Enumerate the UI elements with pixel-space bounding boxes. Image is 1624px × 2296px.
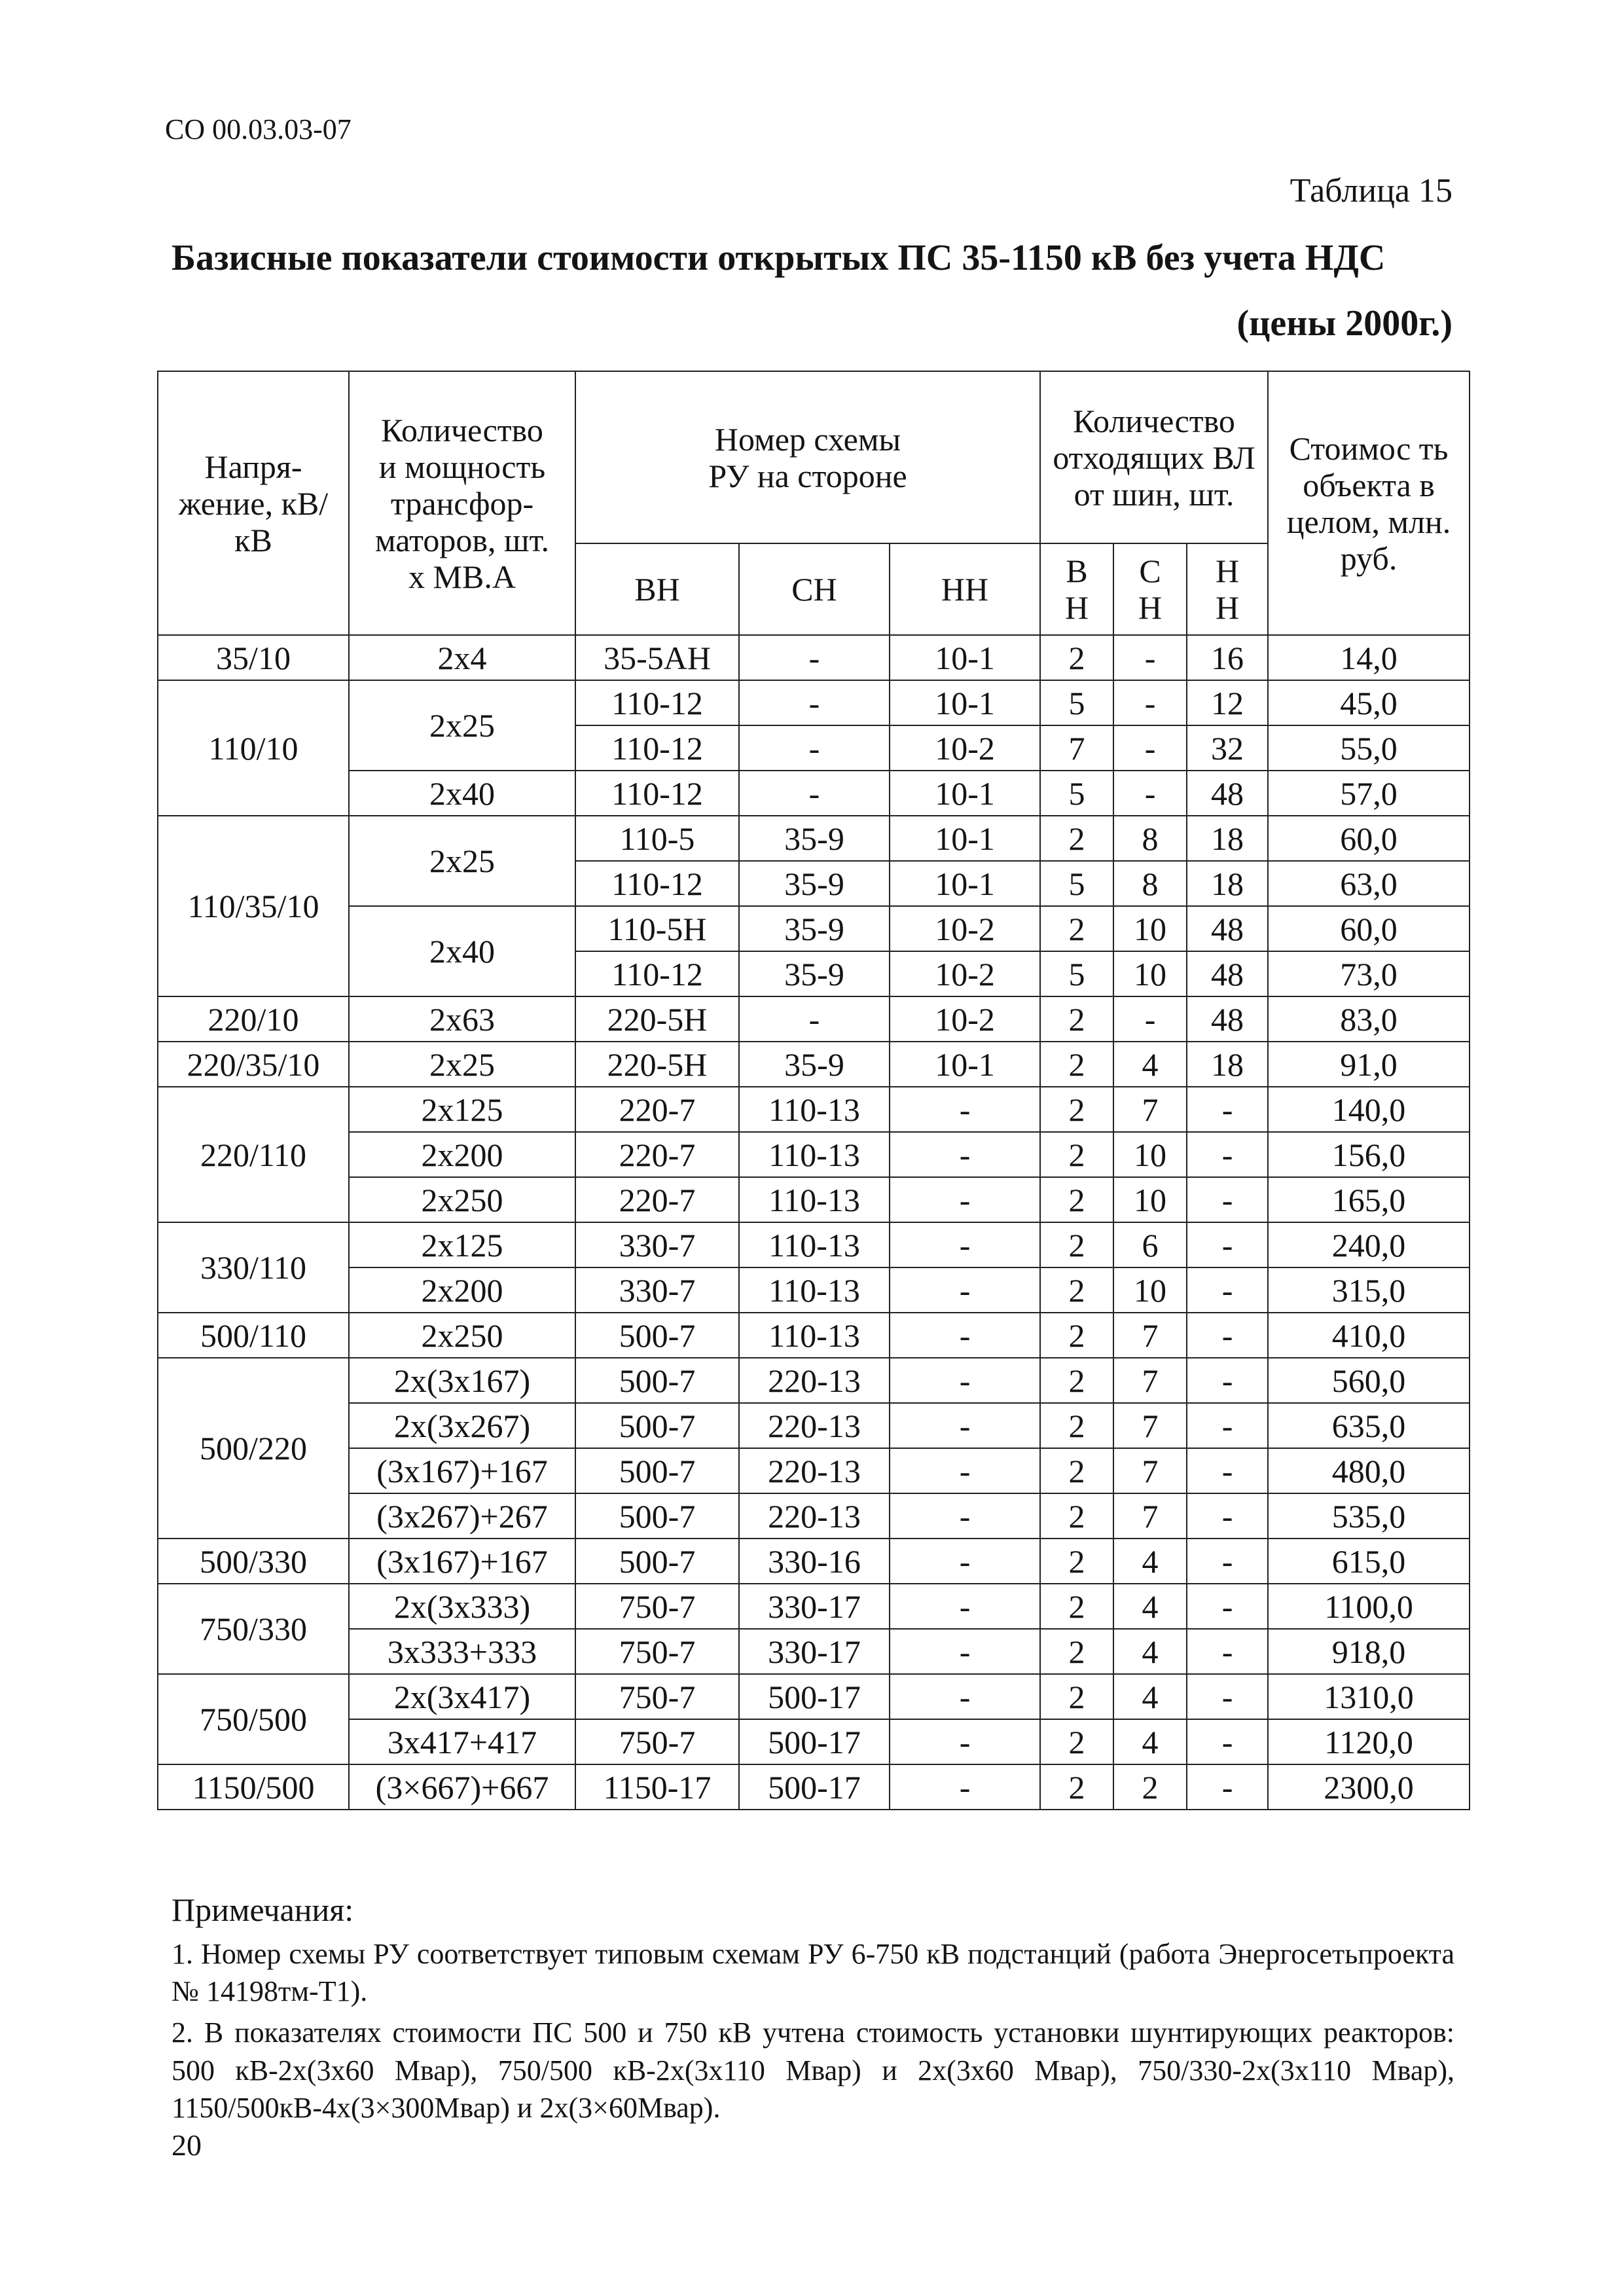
note-item: 1. Номер схемы РУ соответствует типовым схемам РУ 6-750 кВ подстанций (работа Энергосетьпроекта № 14198тм-Т1).: [171, 1938, 1454, 2008]
cost-cell: 83,0: [1268, 996, 1470, 1042]
lines-nn-cell: -: [1187, 1222, 1268, 1267]
lines-vn-cell: 2: [1040, 906, 1113, 951]
scheme-nn-cell: -: [890, 1177, 1040, 1222]
lines-sn-cell: 7: [1113, 1493, 1187, 1539]
lines-vn-cell: 2: [1040, 1674, 1113, 1719]
lines-sn-cell: 8: [1113, 861, 1187, 906]
lines-vn-cell: 2: [1040, 1267, 1113, 1313]
lines-vn-cell: 7: [1040, 725, 1113, 771]
cost-cell: 14,0: [1268, 635, 1470, 680]
scheme-sn-cell: 35-9: [739, 906, 890, 951]
scheme-sn-cell: 330-17: [739, 1629, 890, 1674]
cost-cell: 55,0: [1268, 725, 1470, 771]
table-row: [158, 1448, 1470, 1493]
lines-vn-cell: 2: [1040, 1358, 1113, 1403]
scheme-vn-cell: 500-7: [575, 1448, 739, 1493]
transformers-cell: 2х(3х333): [349, 1584, 575, 1629]
header-nn: НН: [890, 543, 1040, 635]
header-voltage: Напря-жение, кВ/кВ: [158, 371, 349, 635]
cost-cell: 535,0: [1268, 1493, 1470, 1539]
transformers-cell: (3х167)+167: [349, 1448, 575, 1493]
table-title: Базисные показатели стоимости открытых ПС 35-1150 кВ без учета НДС: [171, 238, 1386, 278]
lines-sn-cell: -: [1113, 725, 1187, 771]
cost-table: [157, 371, 1470, 1810]
cost-cell: 165,0: [1268, 1177, 1470, 1222]
lines-sn-cell: 4: [1113, 1539, 1187, 1584]
table-row: [158, 906, 1470, 951]
cost-cell: 140,0: [1268, 1087, 1470, 1132]
voltage-cell: 220/35/10: [158, 1042, 349, 1087]
table-row: [158, 1584, 1470, 1629]
scheme-nn-cell: 10-1: [890, 635, 1040, 680]
scheme-sn-cell: 35-9: [739, 816, 890, 861]
lines-sn-cell: -: [1113, 771, 1187, 816]
lines-nn-cell: -: [1187, 1584, 1268, 1629]
voltage-cell: 35/10: [158, 635, 349, 680]
lines-nn-cell: -: [1187, 1539, 1268, 1584]
scheme-vn-cell: 110-5: [575, 816, 739, 861]
transformers-cell: 2х200: [349, 1267, 575, 1313]
scheme-nn-cell: -: [890, 1267, 1040, 1313]
scheme-nn-cell: -: [890, 1132, 1040, 1177]
lines-nn-cell: 18: [1187, 816, 1268, 861]
table-row: [158, 1358, 1470, 1403]
transformers-cell: 2х200: [349, 1132, 575, 1177]
lines-vn-cell: 2: [1040, 1539, 1113, 1584]
lines-sn-cell: 2: [1113, 1764, 1187, 1810]
table-row: [158, 1042, 1470, 1087]
lines-vn-cell: 2: [1040, 1222, 1113, 1267]
scheme-nn-cell: 10-1: [890, 861, 1040, 906]
lines-sn-cell: -: [1113, 680, 1187, 725]
table-row: [158, 1719, 1470, 1764]
scheme-sn-cell: 220-13: [739, 1448, 890, 1493]
header-cost: Стоимос ть объекта в целом, млн. руб.: [1268, 371, 1470, 635]
scheme-nn-cell: 10-1: [890, 816, 1040, 861]
lines-nn-cell: 18: [1187, 861, 1268, 906]
cost-cell: 63,0: [1268, 861, 1470, 906]
transformers-cell: 3х333+333: [349, 1629, 575, 1674]
scheme-nn-cell: -: [890, 1358, 1040, 1403]
cost-cell: 635,0: [1268, 1403, 1470, 1448]
lines-sn-cell: -: [1113, 635, 1187, 680]
cost-cell: 60,0: [1268, 816, 1470, 861]
voltage-cell: 500/330: [158, 1539, 349, 1584]
scheme-nn-cell: 10-1: [890, 680, 1040, 725]
transformers-cell: 2х40: [349, 906, 575, 996]
cost-cell: 1100,0: [1268, 1584, 1470, 1629]
table-row: [158, 1087, 1470, 1132]
scheme-vn-cell: 500-7: [575, 1539, 739, 1584]
scheme-vn-cell: 110-12: [575, 771, 739, 816]
lines-sn-cell: 4: [1113, 1629, 1187, 1674]
scheme-vn-cell: 220-7: [575, 1087, 739, 1132]
lines-sn-cell: 7: [1113, 1313, 1187, 1358]
lines-nn-cell: -: [1187, 1087, 1268, 1132]
transformers-cell: 3х417+417: [349, 1719, 575, 1764]
document-code: СО 00.03.03-07: [165, 113, 352, 145]
scheme-sn-cell: 110-13: [739, 1267, 890, 1313]
lines-vn-cell: 2: [1040, 1764, 1113, 1810]
cost-cell: 2300,0: [1268, 1764, 1470, 1810]
scheme-vn-cell: 220-5Н: [575, 1042, 739, 1087]
scheme-sn-cell: 330-16: [739, 1539, 890, 1584]
cost-cell: 57,0: [1268, 771, 1470, 816]
scheme-sn-cell: -: [739, 680, 890, 725]
transformers-cell: 2х(3х167): [349, 1358, 575, 1403]
lines-nn-cell: 48: [1187, 951, 1268, 996]
table-number: Таблица 15: [1290, 172, 1453, 210]
scheme-sn-cell: 110-13: [739, 1177, 890, 1222]
table-row: [158, 1177, 1470, 1222]
prices-year: (цены 2000г.): [1236, 303, 1453, 344]
scheme-vn-cell: 500-7: [575, 1493, 739, 1539]
scheme-sn-cell: -: [739, 725, 890, 771]
header-scheme: Номер схемы РУ на стороне: [575, 371, 1040, 543]
voltage-cell: 110/10: [158, 680, 349, 816]
scheme-nn-cell: 10-2: [890, 951, 1040, 996]
scheme-sn-cell: 35-9: [739, 1042, 890, 1087]
table-row: [158, 1403, 1470, 1448]
lines-nn-cell: 48: [1187, 906, 1268, 951]
lines-vn-cell: 2: [1040, 635, 1113, 680]
cost-cell: 45,0: [1268, 680, 1470, 725]
header-sn: СН: [739, 543, 890, 635]
table-row: [158, 680, 1470, 725]
header-lines-sn: С Н: [1113, 543, 1187, 635]
lines-sn-cell: 4: [1113, 1674, 1187, 1719]
lines-nn-cell: -: [1187, 1403, 1268, 1448]
notes-section: [171, 1889, 1454, 2130]
cost-cell: 480,0: [1268, 1448, 1470, 1493]
lines-nn-cell: -: [1187, 1177, 1268, 1222]
scheme-sn-cell: 35-9: [739, 951, 890, 996]
lines-sn-cell: 6: [1113, 1222, 1187, 1267]
scheme-vn-cell: 110-12: [575, 725, 739, 771]
lines-sn-cell: 7: [1113, 1358, 1187, 1403]
lines-nn-cell: -: [1187, 1674, 1268, 1719]
table-row: [158, 1267, 1470, 1313]
header-transformers: Количество и мощность трансфор-маторов, шт. х МВ.А: [349, 371, 575, 635]
transformers-cell: 2х125: [349, 1087, 575, 1132]
header-lines-nn: Н Н: [1187, 543, 1268, 635]
lines-vn-cell: 2: [1040, 1087, 1113, 1132]
cost-cell: 410,0: [1268, 1313, 1470, 1358]
table-row: [158, 996, 1470, 1042]
scheme-nn-cell: 10-2: [890, 725, 1040, 771]
cost-cell: 1120,0: [1268, 1719, 1470, 1764]
scheme-nn-cell: 10-1: [890, 771, 1040, 816]
transformers-cell: 2х250: [349, 1177, 575, 1222]
scheme-nn-cell: 10-2: [890, 996, 1040, 1042]
lines-nn-cell: 32: [1187, 725, 1268, 771]
cost-cell: 156,0: [1268, 1132, 1470, 1177]
transformers-cell: (3х167)+167: [349, 1539, 575, 1584]
lines-nn-cell: -: [1187, 1629, 1268, 1674]
scheme-vn-cell: 750-7: [575, 1674, 739, 1719]
scheme-vn-cell: 110-12: [575, 951, 739, 996]
header-lines: Количество отходящих ВЛ от шин, шт.: [1040, 371, 1268, 543]
scheme-sn-cell: 110-13: [739, 1222, 890, 1267]
scheme-nn-cell: -: [890, 1403, 1040, 1448]
lines-vn-cell: 5: [1040, 680, 1113, 725]
transformers-cell: 2х40: [349, 771, 575, 816]
scheme-sn-cell: 220-13: [739, 1493, 890, 1539]
lines-vn-cell: 2: [1040, 1177, 1113, 1222]
lines-nn-cell: -: [1187, 1313, 1268, 1358]
scheme-vn-cell: 220-7: [575, 1177, 739, 1222]
lines-nn-cell: 18: [1187, 1042, 1268, 1087]
lines-sn-cell: 10: [1113, 1177, 1187, 1222]
scheme-vn-cell: 330-7: [575, 1267, 739, 1313]
scheme-sn-cell: -: [739, 635, 890, 680]
table-row: [158, 1674, 1470, 1719]
table-row: [158, 635, 1470, 680]
note-item: 2. В показателях стоимости ПС 500 и 750 кВ учтена стоимость установки шунтирующих реакторов: 500 кВ-2х(3х60 Мвар), 750/500 кВ-2х(3х110 Мвар) и 2х(3х60 Мвар), 750/330-2х(3х110 Мвар), 1150/500кВ-4х(3×300Мвар) и 2х(3×60Мвар).: [171, 2016, 1454, 2124]
scheme-sn-cell: 220-13: [739, 1403, 890, 1448]
scheme-vn-cell: 750-7: [575, 1629, 739, 1674]
table-row: [158, 1764, 1470, 1810]
scheme-sn-cell: 35-9: [739, 861, 890, 906]
lines-sn-cell: 10: [1113, 951, 1187, 996]
transformers-cell: (3х267)+267: [349, 1493, 575, 1539]
lines-vn-cell: 2: [1040, 1313, 1113, 1358]
scheme-nn-cell: -: [890, 1087, 1040, 1132]
lines-nn-cell: -: [1187, 1358, 1268, 1403]
scheme-sn-cell: 500-17: [739, 1764, 890, 1810]
header-lines-vn: В Н: [1040, 543, 1113, 635]
table-row: [158, 771, 1470, 816]
scheme-vn-cell: 1150-17: [575, 1764, 739, 1810]
lines-nn-cell: -: [1187, 1448, 1268, 1493]
scheme-vn-cell: 220-5Н: [575, 996, 739, 1042]
lines-vn-cell: 5: [1040, 861, 1113, 906]
cost-cell: 73,0: [1268, 951, 1470, 996]
voltage-cell: 1150/500: [158, 1764, 349, 1810]
transformers-cell: 2х25: [349, 1042, 575, 1087]
lines-sn-cell: 8: [1113, 816, 1187, 861]
scheme-vn-cell: 110-12: [575, 861, 739, 906]
transformers-cell: 2х(3х267): [349, 1403, 575, 1448]
table-row: [158, 1313, 1470, 1358]
cost-cell: 560,0: [1268, 1358, 1470, 1403]
transformers-cell: 2х(3х417): [349, 1674, 575, 1719]
lines-sn-cell: 10: [1113, 906, 1187, 951]
table-row: [158, 1132, 1470, 1177]
cost-cell: 60,0: [1268, 906, 1470, 951]
scheme-vn-cell: 330-7: [575, 1222, 739, 1267]
table-row: [158, 1539, 1470, 1584]
scheme-nn-cell: -: [890, 1539, 1040, 1584]
lines-vn-cell: 5: [1040, 771, 1113, 816]
table-row: [158, 1629, 1470, 1674]
scheme-sn-cell: 500-17: [739, 1674, 890, 1719]
cost-cell: 315,0: [1268, 1267, 1470, 1313]
lines-vn-cell: 5: [1040, 951, 1113, 996]
lines-nn-cell: 48: [1187, 771, 1268, 816]
cost-cell: 1310,0: [1268, 1674, 1470, 1719]
voltage-cell: 220/110: [158, 1087, 349, 1222]
cost-cell: 240,0: [1268, 1222, 1470, 1267]
voltage-cell: 220/10: [158, 996, 349, 1042]
scheme-nn-cell: -: [890, 1764, 1040, 1810]
lines-vn-cell: 2: [1040, 816, 1113, 861]
transformers-cell: 2х4: [349, 635, 575, 680]
lines-nn-cell: -: [1187, 1267, 1268, 1313]
scheme-vn-cell: 35-5АН: [575, 635, 739, 680]
lines-vn-cell: 2: [1040, 1042, 1113, 1087]
scheme-sn-cell: 110-13: [739, 1132, 890, 1177]
table-row: [158, 1493, 1470, 1539]
scheme-vn-cell: 500-7: [575, 1358, 739, 1403]
scheme-nn-cell: -: [890, 1719, 1040, 1764]
lines-vn-cell: 2: [1040, 996, 1113, 1042]
scheme-vn-cell: 220-7: [575, 1132, 739, 1177]
table-row: [158, 1222, 1470, 1267]
scheme-vn-cell: 500-7: [575, 1403, 739, 1448]
lines-sn-cell: 4: [1113, 1584, 1187, 1629]
lines-vn-cell: 2: [1040, 1448, 1113, 1493]
scheme-nn-cell: -: [890, 1584, 1040, 1629]
notes-heading: Примечания:: [171, 1891, 354, 1928]
transformers-cell: 2х25: [349, 680, 575, 771]
scheme-nn-cell: -: [890, 1313, 1040, 1358]
lines-sn-cell: 7: [1113, 1403, 1187, 1448]
transformers-cell: 2х250: [349, 1313, 575, 1358]
scheme-vn-cell: 750-7: [575, 1719, 739, 1764]
transformers-cell: 2х125: [349, 1222, 575, 1267]
voltage-cell: 110/35/10: [158, 816, 349, 996]
lines-nn-cell: 16: [1187, 635, 1268, 680]
lines-vn-cell: 2: [1040, 1403, 1113, 1448]
voltage-cell: 750/330: [158, 1584, 349, 1674]
lines-vn-cell: 2: [1040, 1132, 1113, 1177]
scheme-sn-cell: 330-17: [739, 1584, 890, 1629]
scheme-nn-cell: -: [890, 1493, 1040, 1539]
voltage-cell: 750/500: [158, 1674, 349, 1764]
cost-cell: 918,0: [1268, 1629, 1470, 1674]
transformers-cell: 2х63: [349, 996, 575, 1042]
transformers-cell: (3×667)+667: [349, 1764, 575, 1810]
header-vn: ВН: [575, 543, 739, 635]
lines-vn-cell: 2: [1040, 1719, 1113, 1764]
scheme-vn-cell: 500-7: [575, 1313, 739, 1358]
voltage-cell: 500/220: [158, 1358, 349, 1539]
page-number: 20: [171, 2128, 202, 2162]
lines-vn-cell: 2: [1040, 1629, 1113, 1674]
scheme-nn-cell: -: [890, 1629, 1040, 1674]
scheme-sn-cell: 110-13: [739, 1087, 890, 1132]
cost-cell: 91,0: [1268, 1042, 1470, 1087]
voltage-cell: 330/110: [158, 1222, 349, 1313]
lines-nn-cell: -: [1187, 1493, 1268, 1539]
lines-vn-cell: 2: [1040, 1584, 1113, 1629]
scheme-nn-cell: -: [890, 1674, 1040, 1719]
scheme-vn-cell: 110-5Н: [575, 906, 739, 951]
lines-nn-cell: 12: [1187, 680, 1268, 725]
scheme-sn-cell: -: [739, 996, 890, 1042]
lines-nn-cell: -: [1187, 1132, 1268, 1177]
cost-cell: 615,0: [1268, 1539, 1470, 1584]
lines-nn-cell: 48: [1187, 996, 1268, 1042]
lines-nn-cell: -: [1187, 1719, 1268, 1764]
lines-sn-cell: 10: [1113, 1267, 1187, 1313]
lines-sn-cell: 10: [1113, 1132, 1187, 1177]
scheme-nn-cell: -: [890, 1448, 1040, 1493]
scheme-nn-cell: -: [890, 1222, 1040, 1267]
lines-sn-cell: -: [1113, 996, 1187, 1042]
scheme-sn-cell: 110-13: [739, 1313, 890, 1358]
table-body: [158, 635, 1470, 1810]
lines-sn-cell: 7: [1113, 1087, 1187, 1132]
scheme-sn-cell: 500-17: [739, 1719, 890, 1764]
scheme-nn-cell: 10-1: [890, 1042, 1040, 1087]
lines-sn-cell: 4: [1113, 1042, 1187, 1087]
scheme-nn-cell: 10-2: [890, 906, 1040, 951]
scheme-vn-cell: 750-7: [575, 1584, 739, 1629]
scheme-vn-cell: 110-12: [575, 680, 739, 725]
lines-nn-cell: -: [1187, 1764, 1268, 1810]
lines-vn-cell: 2: [1040, 1493, 1113, 1539]
lines-sn-cell: 7: [1113, 1448, 1187, 1493]
lines-sn-cell: 4: [1113, 1719, 1187, 1764]
scheme-sn-cell: 220-13: [739, 1358, 890, 1403]
transformers-cell: 2х25: [349, 816, 575, 906]
voltage-cell: 500/110: [158, 1313, 349, 1358]
scheme-sn-cell: -: [739, 771, 890, 816]
table-row: [158, 816, 1470, 861]
